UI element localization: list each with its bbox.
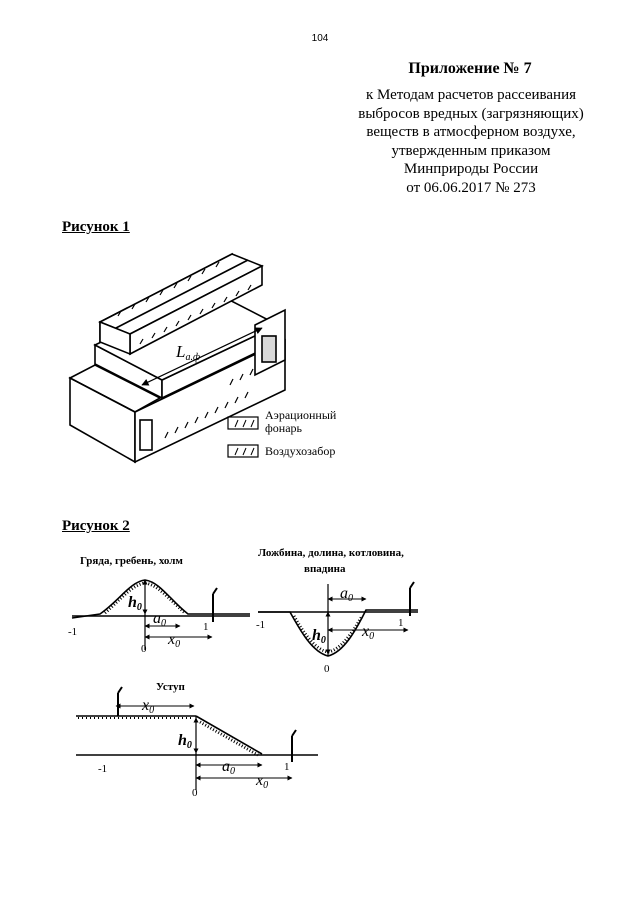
step-title: Уступ — [156, 681, 185, 693]
ridge-a0: a0 — [153, 610, 166, 629]
hollow-profile — [256, 547, 418, 675]
ridge-h0: h0 — [128, 594, 142, 613]
ridge-right-mark: 1 — [203, 621, 209, 633]
hollow-left-mark: -1 — [256, 619, 266, 631]
legend-lantern-line1: Аэрационный — [265, 408, 337, 422]
ridge-x0: x0 — [168, 631, 181, 650]
hollow-x0: x0 — [362, 623, 375, 642]
ridge-origin-mark: 0 — [141, 643, 147, 655]
hollow-a0: a0 — [340, 585, 353, 604]
hollow-title-line2: впадина — [304, 563, 346, 575]
legend-intake-label: Воздухозабор — [265, 444, 336, 458]
appendix-line: веществ в атмосферном воздухе, — [366, 124, 576, 140]
appendix-line: утвержденным приказом — [391, 142, 551, 159]
hollow-title-line1: Ложбина, долина, котловина, — [258, 547, 404, 559]
step-right-mark: 1 — [284, 761, 290, 773]
ridge-left-mark: -1 — [68, 626, 78, 638]
lantern-length-main: L — [176, 342, 186, 361]
figure2-heading: Рисунок 2 — [62, 518, 130, 534]
appendix-title: Приложение № 7 — [408, 60, 532, 77]
step-origin-mark: 0 — [192, 787, 198, 799]
step-a0: a0 — [222, 758, 235, 777]
hollow-right-mark: 1 — [398, 617, 404, 629]
hollow-h0: h0 — [312, 627, 326, 646]
figure1-heading: Рисунок 1 — [62, 219, 130, 235]
ridge-profile — [68, 555, 250, 655]
step-profile — [76, 681, 318, 799]
appendix-line: от 06.06.2017 № 273 — [406, 179, 536, 196]
page-number: 104 — [311, 33, 329, 44]
appendix-line: выбросов вредных (загрязняющих) — [358, 105, 584, 122]
appendix-line: к Методам расчетов рассеивания — [365, 87, 577, 103]
hollow-origin-mark: 0 — [324, 663, 330, 675]
step-left-mark: -1 — [98, 763, 108, 775]
legend-lantern-line2: фонарь — [265, 421, 302, 435]
step-x0-bottom: x0 — [256, 772, 269, 791]
lantern-length-sub: а.ф — [185, 352, 201, 363]
ridge-title: Гряда, гребень, холм — [80, 555, 183, 567]
step-h0: h0 — [178, 732, 192, 751]
step-x0-top: x0 — [142, 697, 155, 716]
appendix-line: Минприроды России — [403, 161, 539, 177]
